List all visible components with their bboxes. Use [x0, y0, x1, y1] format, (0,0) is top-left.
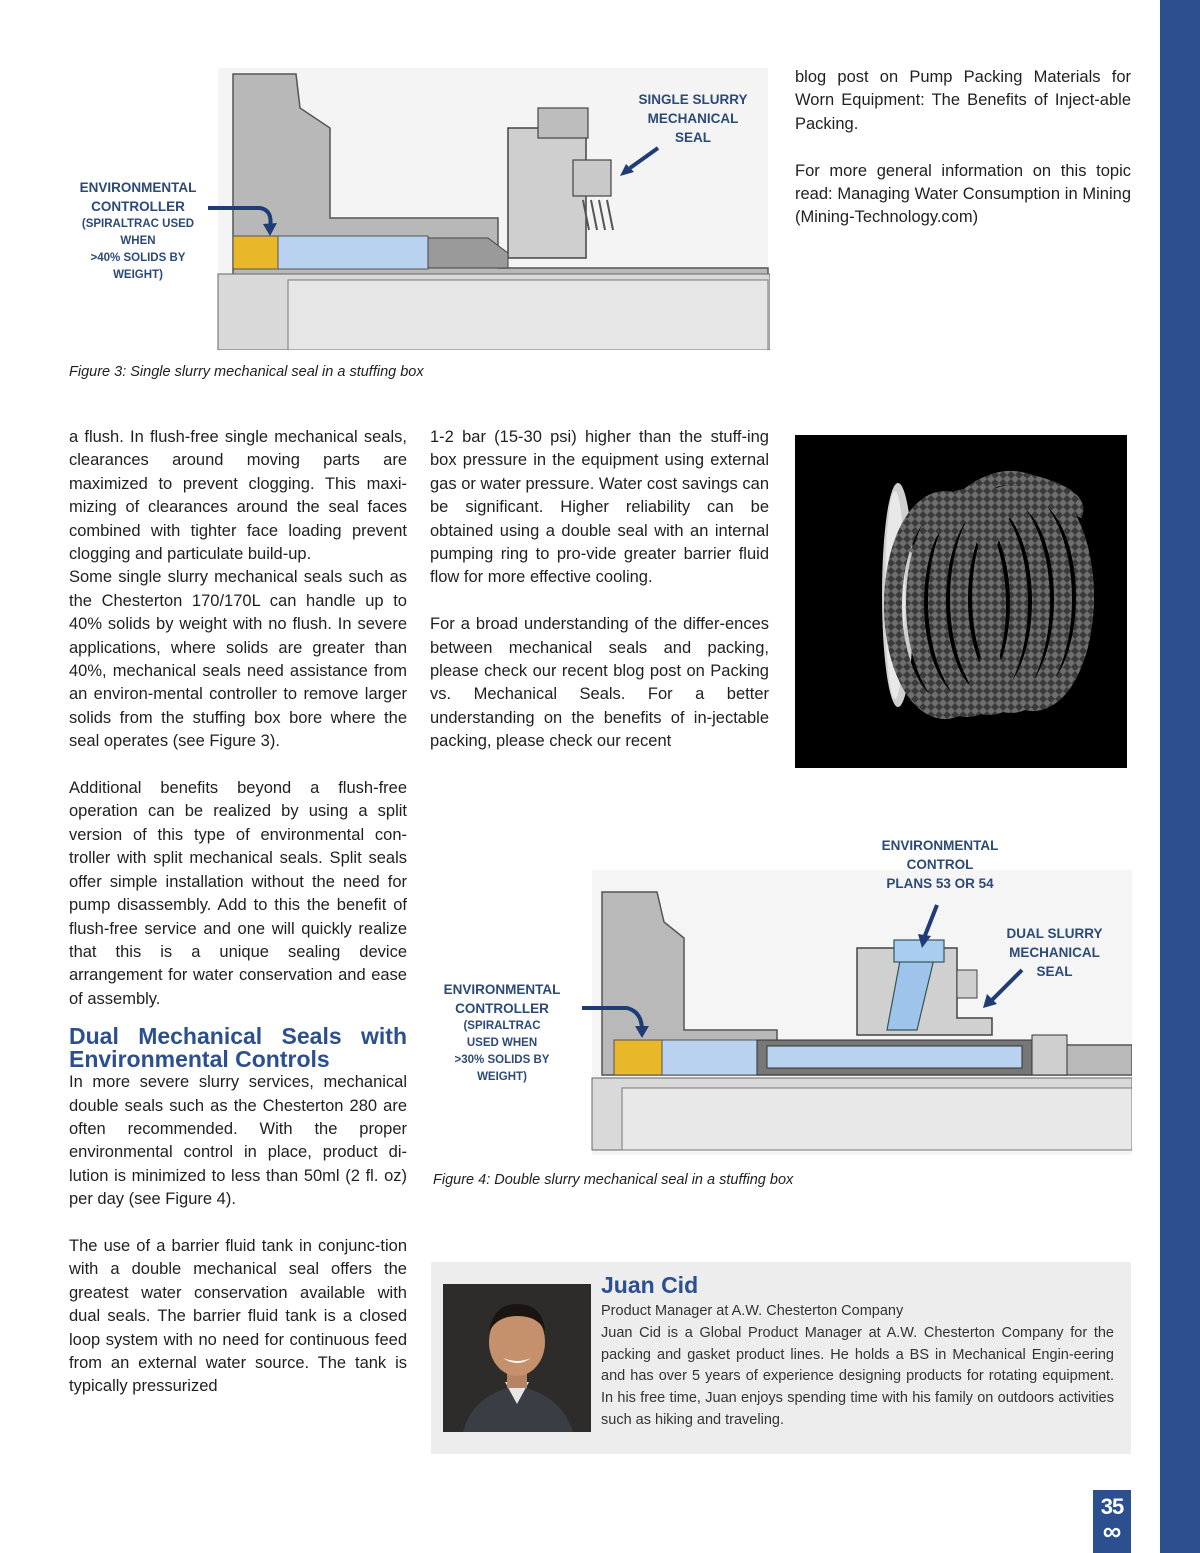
- figure-4-caption: Figure 4: Double slurry mechanical seal in a stuffing box: [433, 1172, 794, 1188]
- author-role: Product Manager at A.W. Chesterton Company: [601, 1303, 904, 1319]
- paragraph: Some single slurry mechanical seals such as the Chesterton 170/170L can handle up to 40% solids by weight with no flush. In severe applications, where solids are greater than 40%, mechanical seals need assistance from an environ-mental controller to remove larger solids from the stuffing box bore where the seal operates (see Figure 3).: [69, 568, 407, 751]
- paragraph: The use of a barrier fluid tank in conjunc-tion with a double mechanical seal offers the greatest water conservation available with dual seals. The barrier fluid tank is a closed loop system with no need for continuous feed from an external water source. The tank is typically pressurized: [69, 1236, 407, 1396]
- figure-4-seal-label: DUAL SLURRY MECHANICAL SEAL: [1006, 926, 1103, 979]
- top-right-text: [795, 66, 1131, 230]
- figure-3-caption: Figure 3: Single slurry mechanical seal in a stuffing box: [69, 364, 424, 380]
- figure-4-controller-label: ENVIRONMENTAL CONTROLLER (SPIRALTRAC USED WHEN >30% SOLIDS BY WEIGHT): [443, 982, 561, 1083]
- author-bio-box: [431, 1262, 1131, 1454]
- section-heading: Dual Mechanical Seals with Environmental Controls: [69, 1023, 407, 1073]
- page-side-band: [1160, 0, 1200, 1553]
- paragraph: In more severe slurry services, mechanical double seals such as the Chesterton 280 are often recommended. With the proper environmental control in place, product di-lution is minimized to less than 50ml (2 fl. oz) per day (see Figure 4).: [69, 1073, 407, 1209]
- column-1: [69, 426, 407, 1399]
- author-portrait: [443, 1284, 591, 1432]
- figure-3: [68, 68, 770, 350]
- figure-3-seal-label: SINGLE SLURRY MECHANICAL SEAL: [638, 92, 748, 145]
- figure-4: [432, 830, 1132, 1155]
- paragraph: For a broad understanding of the differ-ences between mechanical seals and packing, please check our recent blog post on Packing vs. Mechanical Seals. For a better understanding on the benefits of in-jectable packing, please check our recent: [430, 615, 769, 751]
- braided-packing-image: [795, 435, 1127, 768]
- paragraph: For more general information on this topic read: Managing Water Consumption in Mining (Mining-Technology.com): [795, 161, 1131, 227]
- author-photo: [443, 1284, 591, 1432]
- paragraph: 1-2 bar (15-30 psi) higher than the stuff-ing box pressure in the equipment using external gas or water pressure. Water cost savings can be significant. Higher reliability can be obtained using a double seal with an internal pumping ring to pro-vide greater barrier fluid flow for more effective cooling.: [430, 428, 769, 587]
- packing-photo: [795, 435, 1127, 768]
- author-info: [601, 1272, 1114, 1432]
- paragraph: Additional benefits beyond a flush-free operation can be realized by using a split version of this type of environmental con-troller with split mechanical seals. Split seals offer simple installation without the need for pump disassembly. Add to this the benefit of flush-free service and one will quickly realize that this is a unique sealing device arrangement for water conservation and ease of assembly.: [69, 779, 407, 1008]
- figure-3-controller-label: ENVIRONMENTAL CONTROLLER (SPIRALTRAC USED WHEN >40% SOLIDS BY WEIGHT): [79, 180, 197, 281]
- author-bio: Juan Cid is a Global Product Manager at A.W. Chesterton Company for the packing and gasket product lines. He holds a BS in Mechanical Engin-eering and has over 5 years of experience designing products for rotating equipment. In his free time, Juan enjoys spending time with his family on outdoors activities such as hiking and traveling.: [601, 1324, 1114, 1428]
- infinity-icon: ∞: [1102, 1516, 1122, 1546]
- page-number-badge: [1093, 1490, 1131, 1553]
- column-2: [430, 426, 769, 754]
- paragraph: blog post on Pump Packing Materials for Worn Equipment: The Benefits of Inject-able Packing.: [795, 68, 1131, 133]
- paragraph: a flush. In flush-free single mechanical seals, clearances around moving parts are maximized to prevent clogging. This maxi-mizing of clearances around the seal faces combined with tighter face loading prevent clogging and particulate build-up.: [69, 428, 407, 564]
- figure-4-control-label: ENVIRONMENTAL CONTROL PLANS 53 OR 54: [881, 838, 999, 891]
- page-number: 35: [1100, 1494, 1124, 1519]
- author-name: Juan Cid: [601, 1272, 699, 1298]
